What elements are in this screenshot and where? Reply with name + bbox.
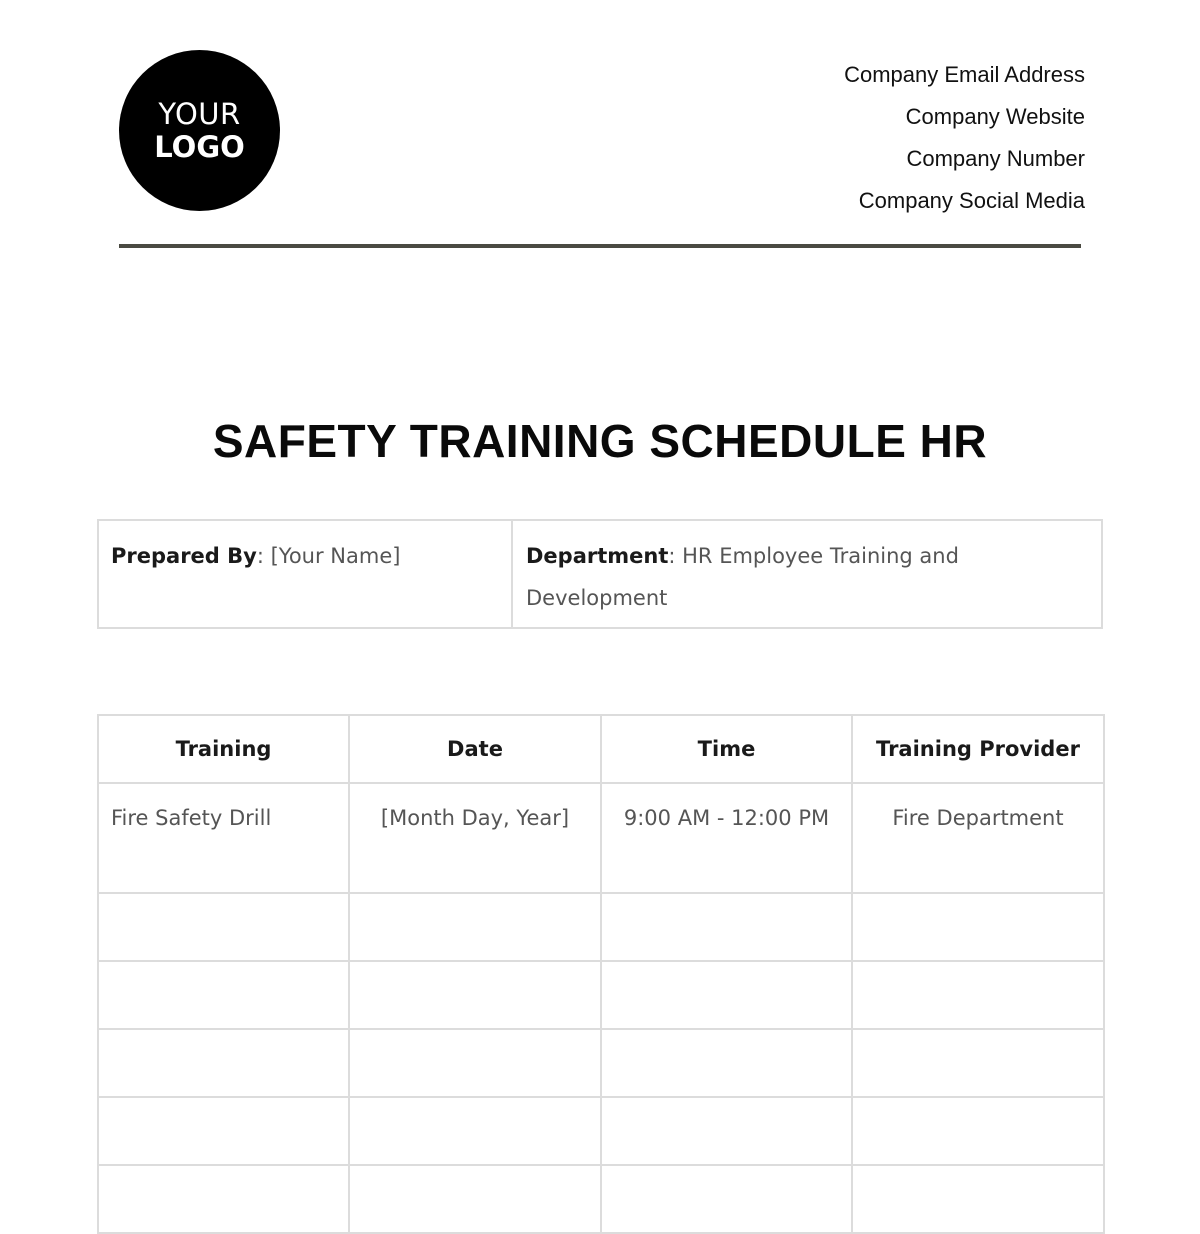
cell-training-provider [852,961,1104,1029]
column-header-date: Date [349,715,601,783]
company-contact-block [844,54,1085,222]
cell-date [349,1165,601,1233]
cell-training-provider [852,1029,1104,1097]
cell-time [601,1165,852,1233]
company-website: Company Website [905,104,1085,129]
info-table [97,519,1103,629]
cell-training-provider [852,1097,1104,1165]
prepared-by-cell [99,521,513,627]
document-title: SAFETY TRAINING SCHEDULE HR [212,415,988,467]
table-row [98,783,1104,893]
logo-text-your: YOUR [158,96,241,131]
cell-time: 9:00 AM - 12:00 PM [601,783,852,893]
table-header-row [98,715,1104,783]
department-cell [513,521,1101,627]
logo-text-logo: LOGO [154,129,245,164]
cell-training-provider [852,893,1104,961]
cell-time [601,893,852,961]
header-divider [119,244,1081,248]
cell-date [349,1029,601,1097]
cell-training: Fire Safety Drill [98,783,349,893]
prepared-by-label: Prepared By [111,544,257,568]
table-row [98,1029,1104,1097]
cell-training-provider: Fire Department [852,783,1104,893]
company-logo [119,50,280,211]
prepared-by-value: : [Your Name] [256,544,401,568]
cell-time [601,1029,852,1097]
cell-date [349,1097,601,1165]
column-header-time: Time [601,715,852,783]
training-schedule-table [97,714,1105,1234]
company-social-media: Company Social Media [858,188,1085,213]
table-row [98,893,1104,961]
cell-date [349,893,601,961]
cell-training [98,893,349,961]
department-value: : HR Employee Training and Development [526,544,959,610]
cell-time [601,961,852,1029]
table-row [98,961,1104,1029]
cell-training [98,961,349,1029]
cell-training [98,1029,349,1097]
column-header-training: Training [98,715,349,783]
company-number: Company Number [906,146,1085,171]
table-row [98,1165,1104,1233]
cell-time [601,1097,852,1165]
cell-date [349,961,601,1029]
table-row [98,1097,1104,1165]
cell-training-provider [852,1165,1104,1233]
company-email: Company Email Address [844,62,1085,87]
department-label: Department [526,544,669,568]
cell-date: [Month Day, Year] [349,783,601,893]
cell-training [98,1097,349,1165]
column-header-training-provider: Training Provider [852,715,1104,783]
cell-training [98,1165,349,1233]
